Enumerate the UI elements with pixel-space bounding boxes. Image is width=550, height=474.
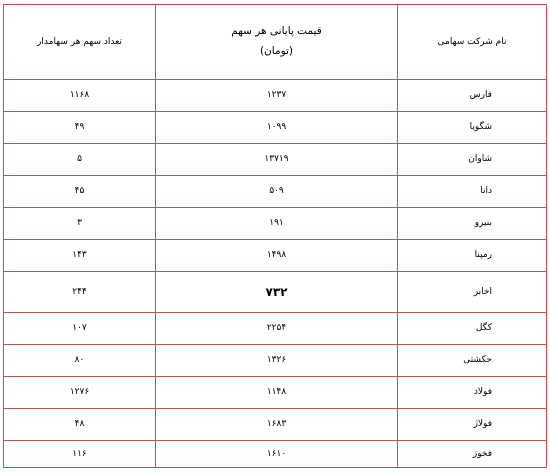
company-name-cell: شگویا [398,112,547,144]
shares-cell: ۱۴۳ [4,240,156,272]
table-row [4,80,547,112]
company-name-cell: شاوان [398,144,547,176]
shares-cell: ۱۲۷۶ [4,377,156,409]
table-header-row [4,5,547,80]
shares-cell: ۴۹ [4,112,156,144]
company-name-cell: رمپنا [398,240,547,272]
company-name-cell: اخابر [398,272,547,313]
price-cell: ۲۲۵۴ [156,313,398,345]
shares-cell: ۲۴۴ [4,272,156,313]
header-final-price-line1: قیمت پایانی هر سهم [231,25,322,38]
company-name-cell: بنیرو [398,208,547,240]
stock-table [3,4,547,468]
table-row [4,313,547,345]
shares-cell: ۱۱۶۸ [4,80,156,112]
company-name-cell: فولاد [398,377,547,409]
price-cell: ۷۳۲ [156,272,398,313]
price-cell: ۱۶۱۰ [156,441,398,468]
table-row [4,345,547,377]
price-cell: ۱۰۹۹ [156,112,398,144]
company-name-cell: فارس [398,80,547,112]
company-name-cell: کگل [398,313,547,345]
price-cell: ۱۴۹۸ [156,240,398,272]
table-row [4,441,547,468]
shares-cell: ۵ [4,144,156,176]
company-name-cell: فولاژ [398,409,547,441]
header-company-name: نام شرکت سهامی [398,5,547,80]
table-row [4,272,547,313]
shares-cell: ۱۰۷ [4,313,156,345]
company-name-cell: فخوز [398,441,547,468]
price-cell: ۵۰۹ [156,176,398,208]
shares-cell: ۱۱۶ [4,441,156,468]
header-final-price-line2: (تومان) [259,45,294,57]
shares-cell: ۸۰ [4,345,156,377]
table-row [4,377,547,409]
shares-cell: ۳ [4,208,156,240]
company-name-cell: دانا [398,176,547,208]
price-cell: ۱۲۳۷ [156,80,398,112]
price-cell: ۱۹۱ [156,208,398,240]
table-row [4,176,547,208]
shares-cell: ۴۵ [4,176,156,208]
price-cell: ۱۱۴۸ [156,377,398,409]
company-name-cell: حکشتی [398,345,547,377]
price-cell: ۱۳۷۱۹ [156,144,398,176]
table-row [4,208,547,240]
table-row [4,409,547,441]
header-final-price [156,5,398,80]
price-cell: ۱۶۸۳ [156,409,398,441]
table-row [4,144,547,176]
shares-cell: ۴۸ [4,409,156,441]
header-shares-per-holder: تعداد سهم هر سهامدار [4,5,156,80]
table-row [4,112,547,144]
price-cell: ۱۳۲۶ [156,345,398,377]
table-row [4,240,547,272]
